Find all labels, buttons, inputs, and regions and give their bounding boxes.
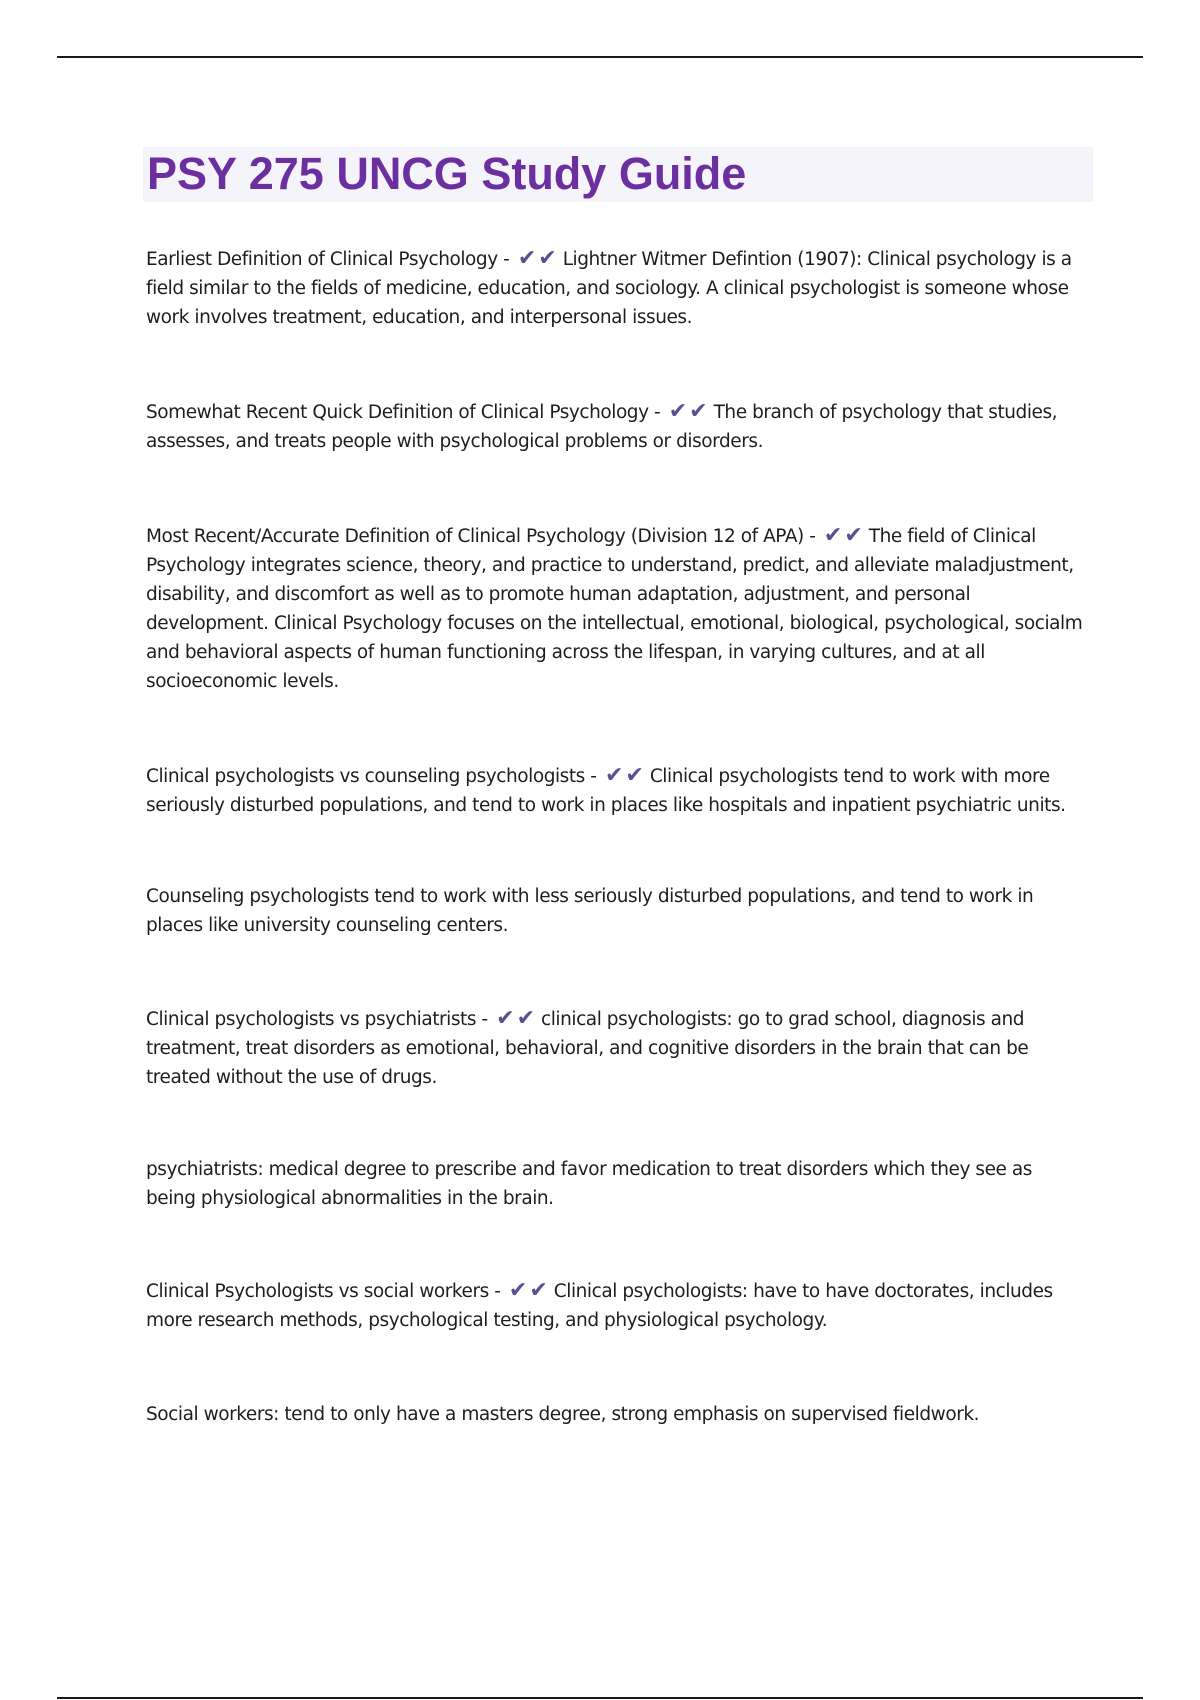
- check-icon: ✔: [516, 1006, 538, 1031]
- check-icon: ✔: [604, 763, 626, 788]
- continuation-paragraph: psychiatrists: medical degree to prescribe and favor medication to treat disorders which they see as being physiological abnormalities in the brain.: [146, 1159, 1032, 1209]
- bottom-rule: [57, 1697, 1143, 1699]
- check-icon: ✔: [496, 1006, 517, 1031]
- page-title: PSY 275 UNCG Study Guide: [147, 148, 747, 199]
- entry-answer: Clinical psychologists: have to have doctorates, includes more research methods, psychological testing, and physiological psychology.: [146, 1281, 1053, 1331]
- check-icon: ✔: [668, 399, 690, 424]
- qa-entry: [146, 762, 1086, 820]
- entry-term: Somewhat Recent Quick Definition of Clinical Psychology -: [146, 402, 661, 423]
- top-rule: [57, 56, 1143, 58]
- check-icon: ✔: [689, 399, 710, 424]
- qa-entry: [146, 1005, 1086, 1092]
- entry-term: Most Recent/Accurate Definition of Clinical Psychology (Division 12 of APA) -: [146, 526, 816, 547]
- double-check-icon: [823, 523, 865, 548]
- qa-entry: [146, 522, 1086, 696]
- check-icon: ✔: [508, 1278, 530, 1303]
- double-check-icon: [496, 1006, 538, 1031]
- continuation-paragraph: Social workers: tend to only have a masters degree, strong emphasis on supervised fieldwork.: [146, 1404, 980, 1425]
- entry-answer: Clinical psychologists tend to work with more seriously disturbed populations, and tend to work in places like hospitals and inpatient psychiatric units.: [146, 766, 1066, 816]
- check-icon: ✔: [625, 763, 646, 788]
- qa-entry: [146, 398, 1086, 456]
- double-check-icon: [508, 1278, 550, 1303]
- check-icon: ✔: [823, 523, 845, 548]
- entry-answer: The branch of psychology that studies, assesses, and treats people with psychological problems or disorders.: [146, 402, 1058, 452]
- entry-term: Clinical psychologists vs counseling psychologists -: [146, 766, 597, 787]
- entry-term: Clinical psychologists vs psychiatrists -: [146, 1009, 488, 1030]
- check-icon: ✔: [517, 246, 539, 271]
- double-check-icon: [604, 763, 646, 788]
- entry-term: Clinical Psychologists vs social workers -: [146, 1281, 501, 1302]
- entry-answer: Lightner Witmer Defintion (1907): Clinical psychology is a field similar to the fields of medicine, education, and sociology. A clinical psychologist is someone whose work involves treatment, education, and interpersonal issues.: [146, 249, 1072, 328]
- double-check-icon: [517, 246, 559, 271]
- check-icon: ✔: [529, 1278, 550, 1303]
- entry-term: Earliest Definition of Clinical Psychology -: [146, 249, 510, 270]
- continuation-paragraph: Counseling psychologists tend to work with less seriously disturbed populations, and tend to work in places like university counseling centers.: [146, 886, 1034, 936]
- entry-answer: clinical psychologists: go to grad school, diagnosis and treatment, treat disorders as emotional, behavioral, and cognitive disorders in the brain that can be treated without the use of drugs.: [146, 1009, 1029, 1088]
- check-icon: ✔: [538, 246, 559, 271]
- double-check-icon: [668, 399, 710, 424]
- entry-answer: The field of Clinical Psychology integrates science, theory, and practice to understand, predict, and alleviate maladjustment, disability, and discomfort as well as to promote human adaptation, adjustment, and personal development. Clinical Psychology focuses on the intellectual, emotional, biological, psychological, socialm and behavioral aspects of human functioning across the lifespan, in varying cultures, and at all socioeconomic levels.: [146, 526, 1083, 692]
- qa-entry: [146, 245, 1086, 332]
- check-icon: ✔: [844, 523, 865, 548]
- qa-entry: [146, 1277, 1086, 1335]
